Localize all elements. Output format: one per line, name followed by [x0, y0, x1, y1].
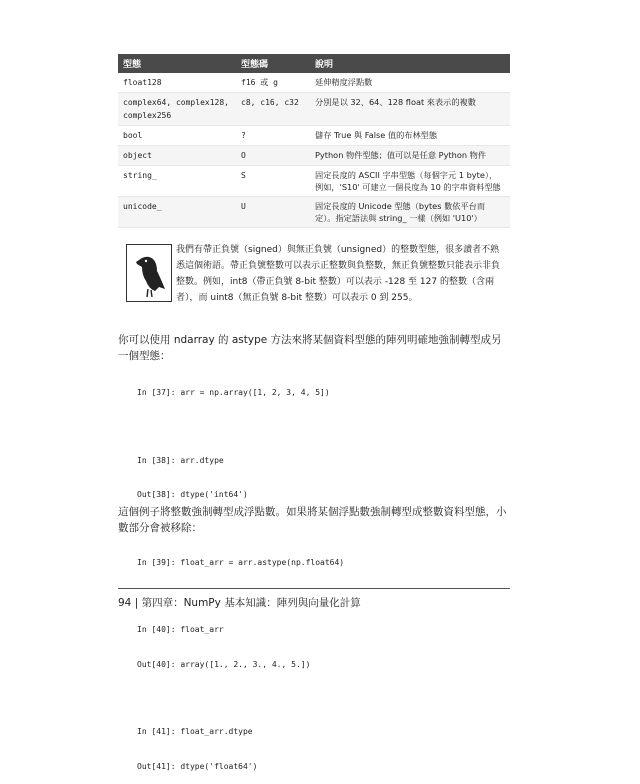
table-header-row: [118, 54, 510, 73]
cell-code: ?: [241, 131, 246, 140]
header-code: 型態碼: [236, 54, 310, 73]
code-line: In [39]: float_arr = arr.astype(np.float64): [137, 557, 345, 567]
dtype-table: [118, 54, 510, 228]
cell-type: complex64, complex128, complex256: [123, 98, 229, 120]
note-text: 我們有帶正負號（signed）與無正負號（unsigned）的整數型態，很多讀者不熟悉這個術語。帶正負號整數可以表示正整數與負整數，無正負號整數只能表示非負整數。例如，int8（帶正負號 8-bit 整數）可以表示 -128 至 127 的整數（含兩者），而 uint8（無正負號 8-bit 整數）可以表示 0 到 255。: [176, 245, 501, 303]
cell-code: S: [241, 171, 246, 180]
paragraph-astype: 你可以使用 ndarray 的 astype 方法來將某個資料型態的陣列明確地強制轉型成另一個型態：: [118, 334, 502, 362]
header-type: 型態: [118, 54, 236, 73]
cell-code: O: [241, 151, 246, 160]
cell-type: object: [123, 151, 152, 160]
table-row: [118, 73, 510, 93]
cell-code: f16 或 g: [241, 78, 278, 87]
table-row: [118, 126, 510, 146]
code-block: [137, 364, 344, 784]
code-line: In [40]: float_arr: [137, 625, 224, 634]
note-callout: [120, 240, 505, 320]
cell-desc: Python 物件型態；值可以是任意 Python 物件: [315, 150, 487, 160]
cell-desc: 固定長度的 Unicode 型態（bytes 數依平台而定）。指定語法與 string_ 一樣（例如 'U10'）: [315, 201, 486, 223]
code-line: Out[41]: dtype('float64'): [137, 761, 258, 771]
code-line: Out[40]: array([1., 2., 3., 4., 5.]): [137, 659, 311, 669]
cell-desc: 延伸精度浮點數: [315, 77, 373, 87]
cell-code: c8, c16, c32: [241, 98, 299, 107]
cell-type: string_: [123, 171, 157, 180]
cell-type: unicode_: [123, 202, 162, 211]
footer-divider: [118, 588, 510, 589]
table-row: [118, 146, 510, 166]
code-line: Out[38]: dtype('int64'): [137, 490, 248, 499]
code-line: In [37]: arr = np.array([1, 2, 3, 4, 5]): [137, 388, 330, 397]
paragraph-cast-note: 這個例子將整數強制轉型成浮點數。如果將某個浮點數強制轉型成整數資料型態，小數部分會被移除：: [118, 506, 507, 534]
cell-desc: 固定長度的 ASCII 字串型態（每個字元 1 byte），例如，'S10' 可建立一個長度為 10 的字串資料型態: [315, 170, 501, 192]
table-row: [118, 197, 510, 228]
cell-type: bool: [123, 131, 143, 140]
cell-type: float128: [123, 78, 162, 87]
cell-code: U: [241, 202, 246, 211]
code-line: In [38]: arr.dtype: [137, 455, 224, 465]
cell-desc: 儲存 True 與 False 值的布林型態: [315, 130, 438, 140]
crow-bird-icon: [126, 244, 172, 302]
cell-desc: 分別是以 32、64、128 float 來表示的複數: [315, 97, 476, 107]
page-footer: 94 | 第四章：NumPy 基本知識：陣列與向量化計算: [118, 597, 361, 609]
header-desc: 說明: [310, 54, 510, 73]
code-line: In [41]: float_arr.dtype: [137, 727, 253, 736]
table-row: [118, 93, 510, 126]
table-row: [118, 166, 510, 197]
